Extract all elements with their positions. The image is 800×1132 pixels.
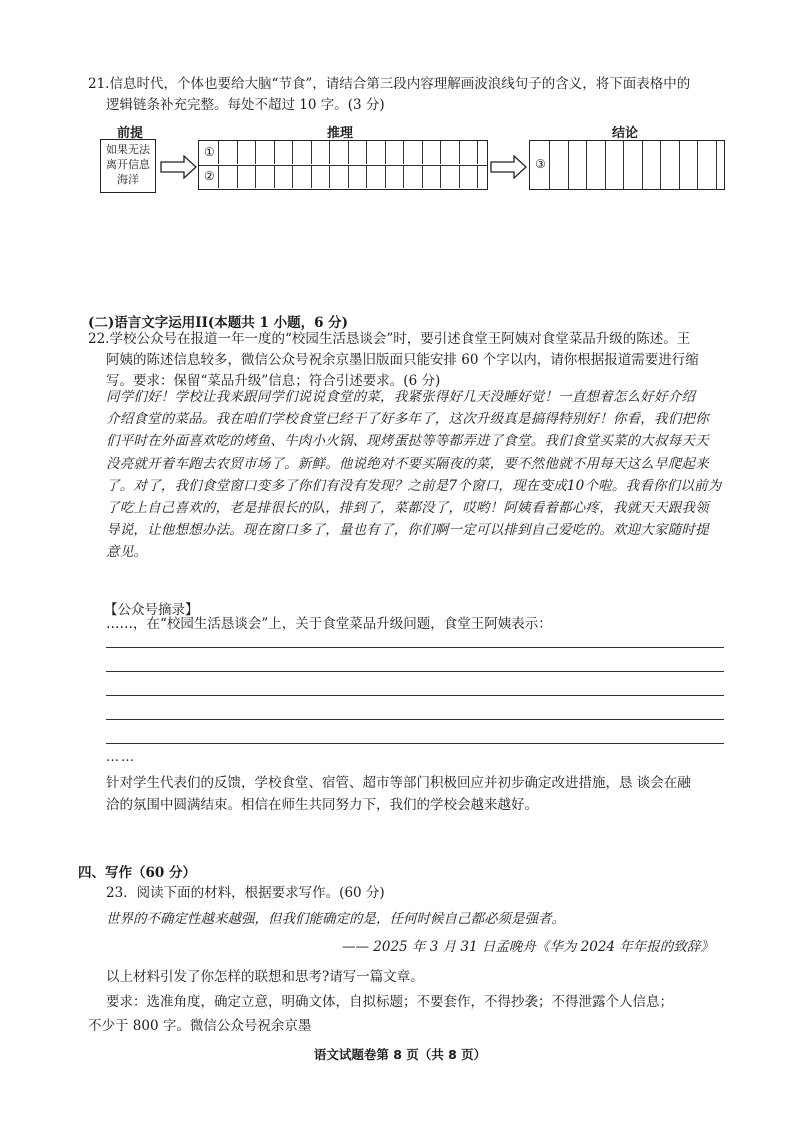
premise-line: 海洋 <box>117 173 139 186</box>
question-22-line1: 22.学校公众号在报道一年一度的“校园生活恳谈会”时，要引述食堂王阿姨对食堂菜品升级的陈述。王 <box>88 331 691 347</box>
speech-line: 了。对了，我们食堂窗口变多了你们有没有发现？之前是7个窗口，现在变成10个啦。我看你们以前为 <box>106 477 722 494</box>
requirement-line: 要求：选准角度，确定立意，明确文体，自拟标题；不要套作，不得抄袭；不得泄露个人信息； <box>106 994 673 1010</box>
reasoning-grid <box>198 140 488 190</box>
marker-3: ③ <box>535 157 546 171</box>
speech-line: 没亮就开着车跑去农贸市场了。新鲜。他说绝对不要买隔夜的菜，要不然他就不用每天这么早爬起来 <box>106 455 709 472</box>
excerpt-title: 【公众号摘录】 <box>104 602 199 618</box>
speech-line: 意见。 <box>106 544 148 561</box>
reasoning-row-1 <box>199 141 487 166</box>
question-21 <box>88 74 728 116</box>
premise-line: 如果无法 <box>106 143 150 156</box>
right-arrow-icon <box>160 155 198 179</box>
question-21-line1: 21.信息时代，个体也要给大脑“节食”，请结合第三段内容理解画波浪线句子的含义，将下面表格中的 <box>88 76 691 92</box>
closing-line: 洽的氛围中圆满结束。相信在师生共同努力下，我们的学校会越来越好。 <box>106 797 538 813</box>
reasoning-row-2 <box>199 165 487 189</box>
conclusion-grid <box>529 140 725 190</box>
right-arrow-icon <box>490 155 528 179</box>
question-22-line2: 阿姨的陈述信息较多，微信公众号祝余京墨旧版面只能安排 60 个字以内，请你根据报道需要进行缩 <box>106 352 699 368</box>
premise-line: 离开信息 <box>106 158 150 171</box>
speech-line: 了吃上自己喜欢的，老是排很长的队，排到了，菜都没了，哎哟！阿姨看着都心疼，我就天天跟我领 <box>106 500 709 517</box>
excerpt-closing <box>106 772 730 816</box>
question-23-prompt: 23．阅读下面的材料，根据要求写作。(60 分) <box>106 885 385 901</box>
answer-line[interactable] <box>106 671 724 672</box>
speech-line: 同学们好！学校让我来跟同学们说说食堂的菜，我紧张得好几天没睡好觉！一直想着怎么好好介绍 <box>106 389 696 405</box>
section-heading-4: 四、写作（60 分） <box>78 865 196 881</box>
ellipsis: …… <box>106 750 136 765</box>
marker-1: ① <box>204 145 215 159</box>
requirement-line: 不少于 800 字。微信公众号祝余京墨 <box>88 1018 312 1034</box>
page-footer: 语文试题卷第 8 页（共 8 页） <box>313 1047 487 1062</box>
speech-line: 们平时在外面喜欢吃的烤鱼、牛肉小火锅、现烤蛋挞等等都弄进了食堂。我们食堂买菜的大叔每天天 <box>106 433 709 450</box>
speech-line: 导说，让他想想办法。现在窗口多了，量也有了，你们啊一定可以排到自己爱吃的。欢迎大家随时提 <box>106 522 709 539</box>
material-quote: 世界的不确定性越来越强，但我们能确定的是，任何时候自己都必须是强者。 <box>106 911 565 927</box>
answer-line[interactable] <box>106 695 724 696</box>
speech-passage <box>106 386 730 564</box>
answer-line[interactable] <box>106 719 724 720</box>
question-23-instruction: 以上材料引发了你怎样的联想和思考?请写一篇文章。 <box>106 969 424 985</box>
answer-line[interactable] <box>106 647 724 648</box>
question-22 <box>88 329 728 392</box>
section-heading-2: (二)语言文字运用II(本题共 1 小题，6 分) <box>88 315 349 331</box>
answer-line[interactable] <box>106 743 724 744</box>
speech-line: 介绍食堂的菜品。我在咱们学校食堂已经干了好多年了，这次升级真是搞得特别好！你看，我们把你 <box>106 411 709 428</box>
question-21-line2: 逻辑链条补充完整。每处不超过 10 字。(3 分) <box>106 97 385 113</box>
marker-2: ② <box>204 169 215 183</box>
header-conclusion: 结论 <box>612 126 639 141</box>
closing-line: 针对学生代表们的反馈，学校食堂、宿管、超市等部门积极回应并初步确定改进措施，恳 谈会在融 <box>106 775 691 791</box>
question-23-requirements <box>88 990 728 1038</box>
quote-attribution: —— 2025 年 3 月 31 日孟晚舟《华为 2024 年年报的致辞》 <box>342 939 714 955</box>
conclusion-row <box>530 141 724 189</box>
premise-box <box>100 139 156 193</box>
header-reasoning: 推理 <box>327 126 354 141</box>
excerpt-lead: ……，在“校园生活恳谈会”上，关于食堂菜品升级问题，食堂王阿姨表示： <box>106 616 552 632</box>
header-premise: 前提 <box>117 126 144 141</box>
question-22-line3: 写。要求：保留“菜品升级”信息；符合引述要求。(6 分) <box>106 373 441 389</box>
